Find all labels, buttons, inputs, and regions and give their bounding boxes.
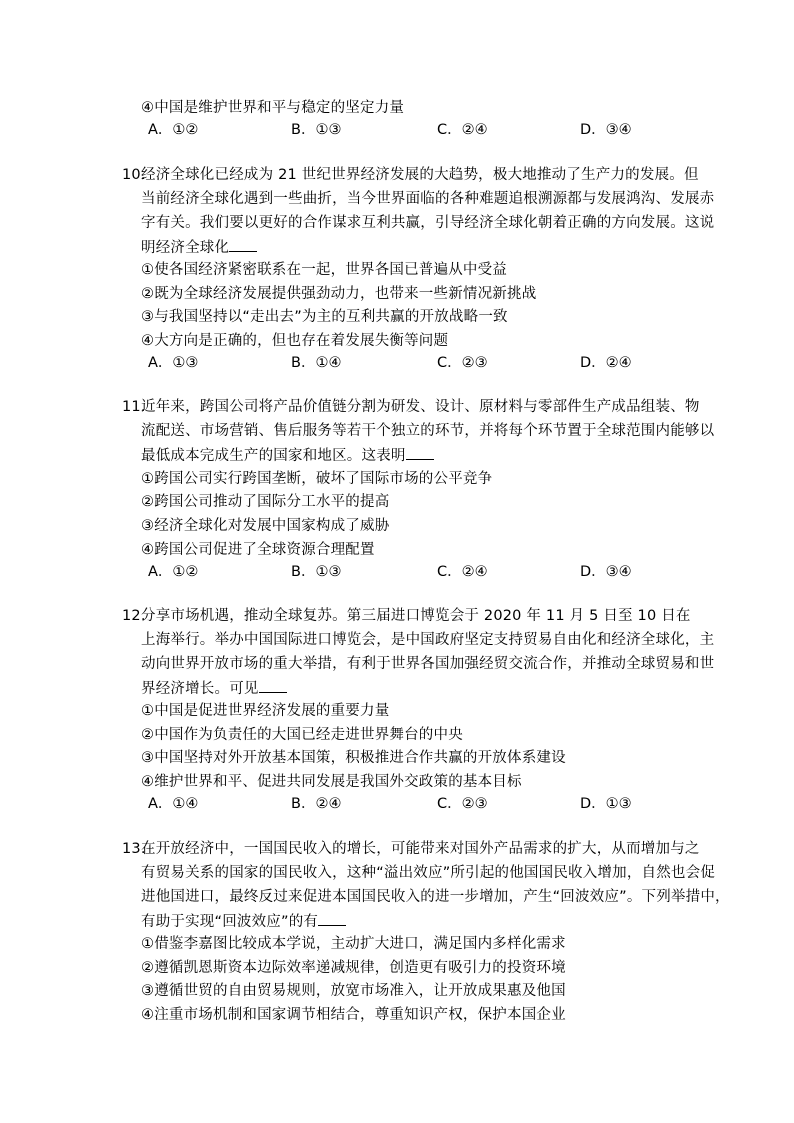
question-13-option-3: ③遵循世贸的自由贸易规则，放宽市场准入，让开放成果惠及他国: [141, 983, 566, 999]
choice-b: B．①④: [291, 355, 342, 371]
question-number: 13.: [122, 841, 146, 857]
choice-a: A．①③: [148, 355, 199, 371]
question-11-option-3: ③经济全球化对发展中国家构成了威胁: [141, 518, 390, 534]
choice-c: C．②④: [437, 122, 488, 138]
question-13-option-1: ①借鉴李嘉图比较成本学说，主动扩大进口，满足国内多样化需求: [141, 936, 566, 952]
question-11-option-4: ④跨国公司促进了全球资源合理配置: [141, 542, 375, 558]
answer-blank[interactable]: [259, 678, 287, 693]
answer-blank[interactable]: [406, 445, 434, 460]
question-10-option-1: ①使各国经济紧密联系在一起，世界各国已普遍从中受益: [141, 262, 507, 278]
question-9-option-4: ④中国是维护世界和平与稳定的坚定力量: [141, 100, 405, 116]
choice-c: C．②③: [437, 796, 488, 812]
question-13-stem-line-4: 有助于实现“回波效应”的有: [141, 911, 346, 932]
question-13-stem-line-2: 有贸易关系的国家的国民收入，这种“溢出效应”所引起的他国国民收入增加，自然也会促: [141, 865, 716, 881]
question-10-option-4: ④大方向是正确的，但也存在着发展失衡等问题: [141, 333, 449, 349]
choice-b: B．①③: [291, 564, 342, 580]
question-13-option-4: ④注重市场机制和国家调节相结合，尊重知识产权，保护本国企业: [141, 1007, 566, 1023]
choice-b: B．①③: [291, 122, 342, 138]
choice-a: A．①②: [148, 122, 199, 138]
question-10-stem-line-1: 10.经济全球化已经成为 21 世纪世界经济发展的大趋势，极大地推动了生产力的发展。但: [122, 167, 699, 183]
choice-b: B．②④: [291, 796, 342, 812]
choice-d: D．③④: [580, 564, 632, 580]
question-11-stem-line-3: 最低成本完成生产的国家和地区。这表明: [141, 445, 434, 466]
question-13-stem-line-3: 进他国进口，最终反过来促进本国国民收入的进一步增加，产生“回波效应”。下列举措中，: [141, 889, 730, 905]
question-12-option-4: ④维护世界和平、促进共同发展是我国外交政策的基本目标: [141, 774, 522, 790]
question-13-option-2: ②遵循凯恩斯资本边际效率递减规律，创造更有吸引力的投资环境: [141, 960, 566, 976]
question-12-stem-line-1: 12.分享市场机遇，推动全球复苏。第三届进口博览会于 2020 年 11 月 5 日至 10 日在: [122, 608, 691, 624]
question-12-stem-line-2: 上海举行。举办中国国际进口博览会，是中国政府坚定支持贸易自由化和经济全球化，主: [141, 632, 715, 648]
choice-a: A．①②: [148, 564, 199, 580]
question-number: 10.: [122, 167, 146, 183]
choice-d: D．③④: [580, 122, 632, 138]
question-11-option-1: ①跨国公司实行跨国垄断，破坏了国际市场的公平竞争: [141, 471, 493, 487]
question-12-option-3: ③中国坚持对外开放基本国策，积极推进合作共赢的开放体系建设: [141, 750, 566, 766]
question-10-option-3: ③与我国坚持以“走出去”为主的互利共赢的开放战略一致: [141, 309, 508, 325]
choice-c: C．②④: [437, 564, 488, 580]
question-11-stem-line-2: 流配送、市场营销、售后服务等若干个独立的环节，并将每个环节置于全球范围内能够以: [141, 423, 715, 439]
choice-d: D．①③: [580, 796, 632, 812]
answer-blank[interactable]: [318, 911, 346, 926]
question-number: 11.: [122, 399, 146, 415]
question-10-stem-line-3: 字有关。我们要以更好的合作谋求互利共赢，引导经济全球化朝着正确的方向发展。这说: [141, 215, 715, 231]
question-12-stem-line-3: 动向世界开放市场的重大举措，有利于世界各国加强经贸交流合作，并推动全球贸易和世: [141, 656, 715, 672]
question-10-option-2: ②既为全球经济发展提供强劲动力，也带来一些新情况新挑战: [141, 286, 537, 302]
answer-blank[interactable]: [229, 237, 257, 252]
question-12-stem-line-4: 界经济增长。可见: [141, 678, 287, 699]
question-13-stem-line-1: 13.在开放经济中，一国国民收入的增长，可能带来对国外产品需求的扩大，从而增加与之: [122, 841, 700, 857]
question-12-option-1: ①中国是促进世界经济发展的重要力量: [141, 703, 390, 719]
question-10-stem-line-4: 明经济全球化: [141, 237, 257, 258]
question-11-stem-line-1: 11.近年来，跨国公司将产品价值链分割为研发、设计、原材料与零部件生产成品组装、物: [122, 399, 700, 415]
question-10-stem-line-2: 当前经济全球化遇到一些曲折，当今世界面临的各种难题追根溯源都与发展鸿沟、发展赤: [141, 191, 715, 207]
choice-a: A．①④: [148, 796, 199, 812]
question-number: 12.: [122, 608, 146, 624]
question-11-option-2: ②跨国公司推动了国际分工水平的提高: [141, 494, 390, 510]
choice-d: D．②④: [580, 355, 632, 371]
question-12-option-2: ②中国作为负责任的大国已经走进世界舞台的中央: [141, 727, 463, 743]
choice-c: C．②③: [437, 355, 488, 371]
